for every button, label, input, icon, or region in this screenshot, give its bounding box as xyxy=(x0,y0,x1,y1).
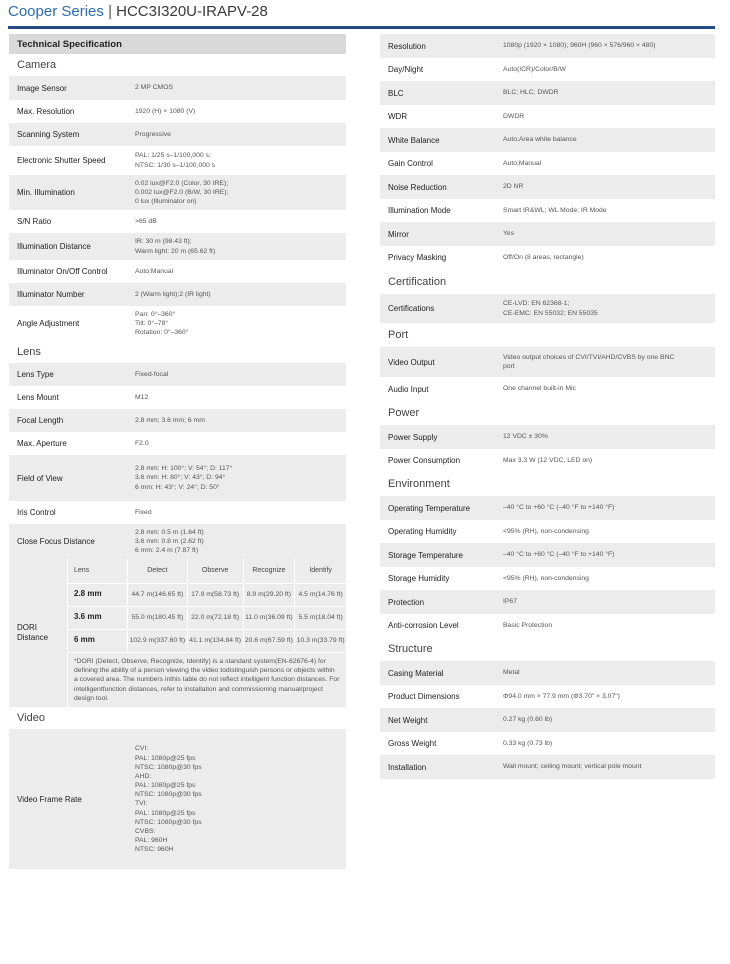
section-video: Video xyxy=(9,707,346,729)
spec-value xyxy=(129,100,346,123)
value-line: 3.6 mm: 0.8 m (2.62 ft) xyxy=(135,537,204,545)
value-line: IP67 xyxy=(503,598,517,606)
spec-value xyxy=(497,81,715,105)
value-line: (72.18 ft) xyxy=(211,613,240,621)
spec-row-power-supply xyxy=(380,425,715,449)
spec-row-net-weight xyxy=(380,708,715,732)
value-line: 2.8 mm: 0.5 m (1.64 ft) xyxy=(135,528,204,536)
value-line: this table do not reflect intelligent function distances. For intelligent xyxy=(74,676,340,693)
spec-label: Focal Length xyxy=(9,409,129,432)
spec-value xyxy=(497,590,715,614)
spec-row-min-illumination xyxy=(9,175,346,210)
spec-value xyxy=(129,123,346,146)
value-line: 2.8 mm: H: 100°; V: 54°; D: 117° xyxy=(135,465,233,473)
dori-lens: 2.8 mm xyxy=(68,583,128,606)
dori-footnote xyxy=(67,653,346,708)
spec-value xyxy=(129,76,346,100)
dori-row xyxy=(68,606,347,629)
lens-table xyxy=(9,363,346,559)
value-line: 102.9 m xyxy=(129,636,155,644)
spec-label: BLC xyxy=(380,81,497,105)
value-line: 41.1 m xyxy=(189,636,211,644)
spec-label: Illumination Distance xyxy=(9,233,129,260)
value-line: 10.3 m xyxy=(296,636,318,644)
spec-row-video-frame-rate xyxy=(9,729,346,869)
spec-label: Field of View xyxy=(9,455,129,501)
value-line: distinguish persons or objects within a covered area. The numbers in xyxy=(74,666,335,684)
spec-label: Day/Night xyxy=(388,65,424,74)
spec-label: Certifications xyxy=(380,294,497,323)
spec-value xyxy=(129,260,346,283)
spec-label: Lens Type xyxy=(9,363,129,386)
value-line: 22.0 m xyxy=(191,613,212,621)
spec-label: Illumination Mode xyxy=(388,206,451,215)
structure-table xyxy=(380,661,715,779)
spec-value xyxy=(497,543,715,567)
spec-value xyxy=(497,685,715,708)
value-line: 2 MP CMOS xyxy=(135,84,174,92)
value-line: project design tool. xyxy=(74,685,323,702)
spec-label: Scanning System xyxy=(9,123,129,146)
dori-cell xyxy=(295,606,346,629)
spec-row-product-dimensions xyxy=(380,685,715,708)
value-line: 0.27 kg (0.60 lb) xyxy=(503,716,553,724)
value-line: 2 (Warm light);2 (IR light) xyxy=(135,290,211,298)
value-line: TVI: xyxy=(135,800,148,808)
spec-value xyxy=(497,58,715,81)
spec-label: Min. Illumination xyxy=(9,175,129,210)
value-line: Progressive xyxy=(135,130,171,138)
spec-value xyxy=(497,347,715,377)
value-line: PAL: 1080p@25 fps xyxy=(135,782,196,790)
spec-row-privacy-masking xyxy=(380,246,715,269)
spec-value xyxy=(497,496,715,520)
spec-label: Illuminator Number xyxy=(9,283,129,306)
value-line: 8.9 m xyxy=(246,590,264,598)
value-line: 3.6 mm: H: 80°; V: 43°; D: 94° xyxy=(135,474,226,482)
spec-label: Max. Aperture xyxy=(17,439,67,448)
section-lens: Lens xyxy=(9,341,346,363)
spec-row-s-n-ratio xyxy=(9,210,346,233)
value-line: Auto;Manual xyxy=(135,267,174,275)
value-line: Fixed xyxy=(135,508,152,516)
spec-label: Gross Weight xyxy=(388,739,437,748)
dori-cell xyxy=(187,629,243,652)
dori-cell xyxy=(128,583,188,606)
value-line: Auto(ICR)/Color/B/W xyxy=(503,65,567,73)
spec-value xyxy=(129,363,346,386)
spec-label: Net Weight xyxy=(380,708,497,732)
value-line: F2.0 xyxy=(135,439,149,447)
value-line: 6 mm: 2.4 m (7.87 ft) xyxy=(135,547,199,555)
value-line: 0.33 kg (0.73 lb) xyxy=(503,739,553,747)
spec-label: Mirror xyxy=(380,222,497,246)
value-line: NTSC: 1080p@30 fps xyxy=(135,818,202,826)
value-line: 1080p (1920 × 1080); 960H (960 × 576/960 × 480) xyxy=(503,42,656,50)
spec-label: Operating Humidity xyxy=(388,527,457,536)
value-line: Φ94.0 mm × 77.9 mm (Φ3.70" × 3.07") xyxy=(503,692,620,700)
value-line: port xyxy=(503,363,515,370)
spec-label: Illuminator On/Off Control xyxy=(17,267,108,276)
spec-label: Installation xyxy=(380,755,497,779)
spec-row-max-aperture xyxy=(9,432,346,455)
certification-table xyxy=(380,294,715,323)
spec-value xyxy=(129,455,346,501)
value-line: 0 lux (Illuminator on) xyxy=(135,198,197,206)
spec-row-operating-temperature xyxy=(380,496,715,520)
spec-row-storage-humidity xyxy=(380,567,715,590)
series-name: Cooper Series xyxy=(8,3,104,20)
dori-column-header: Lens xyxy=(68,559,128,583)
power-table xyxy=(380,425,715,472)
spec-value xyxy=(129,386,346,409)
dori-cell xyxy=(243,583,295,606)
spec-row-iris-control xyxy=(9,501,346,524)
value-line: 20.6 m xyxy=(244,636,266,644)
spec-row-power-consumption xyxy=(380,449,715,472)
spec-row-white-balance xyxy=(380,128,715,152)
left-column xyxy=(9,34,346,869)
value-line: Auto;Area white balance xyxy=(503,136,577,144)
value-line: DWDR xyxy=(503,112,525,120)
value-line: CE-LVD: EN 62368-1; xyxy=(503,300,570,308)
value-line: 17.9 m xyxy=(191,590,212,598)
spec-row-installation xyxy=(380,755,715,779)
value-line: BLC; HLC; DWDR xyxy=(503,89,559,97)
spec-label: Anti-corrosion Level xyxy=(388,621,459,630)
value-line: NTSC: 1080p@30 fps xyxy=(135,791,202,799)
spec-row-angle-adjustment xyxy=(9,306,346,341)
dori-column-header: Observe xyxy=(187,559,243,583)
value-line: M12 xyxy=(135,393,149,401)
spec-value xyxy=(129,146,346,175)
dori-table xyxy=(67,559,346,653)
dori-cell xyxy=(128,629,188,652)
spec-label: Casing Material xyxy=(380,661,497,685)
spec-label: Storage Temperature xyxy=(380,543,497,567)
spec-row-mirror xyxy=(380,222,715,246)
value-line: NTSC: 1080p@30 fps xyxy=(135,763,202,771)
value-line: Max 3.3 W (12 VDC, LED on) xyxy=(503,456,593,464)
spec-label: Electronic Shutter Speed xyxy=(17,156,106,165)
spec-row-storage-temperature xyxy=(380,543,715,567)
spec-row-max-resolution xyxy=(9,100,346,123)
value-line: (146.65 ft) xyxy=(152,590,184,598)
spec-label: Product Dimensions xyxy=(388,692,460,701)
spec-value xyxy=(497,661,715,685)
spec-label: Image Sensor xyxy=(9,76,129,100)
spec-label: Gain Control xyxy=(388,159,433,168)
spec-value xyxy=(497,567,715,590)
value-line: 6 mm: H: 43°; V: 24°; D: 50° xyxy=(135,483,220,491)
value-line: Off/On (8 areas, rectangle) xyxy=(503,253,584,261)
camera-table xyxy=(9,76,346,341)
spec-label: Max. Resolution xyxy=(17,107,75,116)
value-line: <95% (RH), non-condensing xyxy=(503,527,589,535)
spec-label: WDR xyxy=(388,112,408,121)
value-line: PAL: 1080p@25 fps xyxy=(135,754,196,762)
spec-value xyxy=(497,128,715,152)
value-line: Basic Protection xyxy=(503,621,553,629)
spec-row-illumination-mode xyxy=(380,199,715,222)
spec-row-focal-length xyxy=(9,409,346,432)
value-line: Warm light: 20 m (65.62 ft) xyxy=(135,247,216,255)
section-power: Power xyxy=(380,401,715,425)
spec-label: White Balance xyxy=(380,128,497,152)
spec-value xyxy=(497,294,715,323)
value-line: PAL: 1080p@25 fps xyxy=(135,809,196,817)
value-line: Rotation: 0°–360° xyxy=(135,329,189,337)
value-line: One channel built-in Mic xyxy=(503,385,576,393)
value-line: (337.60 ft) xyxy=(154,636,186,644)
value-line: Metal xyxy=(503,669,520,677)
value-line: (134.84 ft) xyxy=(210,636,241,644)
spec-row-certifications xyxy=(380,294,715,323)
value-line: AHD: xyxy=(135,772,152,780)
spec-row-illumination-distance xyxy=(9,233,346,260)
document-title xyxy=(8,3,268,20)
spec-value xyxy=(497,246,715,269)
spec-label: Iris Control xyxy=(17,508,56,517)
value-line: 1920 (H) × 1080 (V) xyxy=(135,107,196,115)
right-column xyxy=(380,34,715,779)
spec-value xyxy=(497,377,715,401)
value-line: (18.04 ft) xyxy=(315,613,343,621)
value-line: Auto;Manual xyxy=(503,159,542,167)
value-line: (29.20 ft) xyxy=(263,590,291,598)
spec-value xyxy=(129,432,346,455)
section-structure: Structure xyxy=(380,637,715,661)
spec-label: Storage Humidity xyxy=(388,574,450,583)
value-line: >65 dB xyxy=(135,217,157,225)
dori-header-row xyxy=(68,559,347,583)
video-settings-table xyxy=(380,34,715,269)
spec-row-operating-humidity xyxy=(380,520,715,543)
dori-cell xyxy=(187,583,243,606)
value-line: 0.02 lux@F2.0 (Color, 30 IRE); xyxy=(135,179,229,187)
value-line: Video output choices of CVI/TVI/AHD/CVBS by one BNC xyxy=(503,353,675,361)
spec-row-protection xyxy=(380,590,715,614)
dori-lens: 6 mm xyxy=(68,629,128,652)
value-line: <95% (RH), non-condensing xyxy=(503,574,589,582)
dori-cell xyxy=(295,583,346,606)
value-line: (67.59 ft) xyxy=(265,636,293,644)
value-line: (36.09 ft) xyxy=(265,613,293,621)
dori-cell xyxy=(128,606,188,629)
value-line: Yes xyxy=(503,230,515,238)
spec-label: Resolution xyxy=(380,34,497,58)
value-line: *DORI (Detect, Observe, Recognize, Identify) is a standard system xyxy=(74,657,275,665)
spec-row-anti-corrosion-level xyxy=(380,614,715,637)
spec-value xyxy=(497,152,715,175)
spec-row-gross-weight xyxy=(380,732,715,755)
spec-value xyxy=(497,199,715,222)
section-camera: Camera xyxy=(9,54,346,76)
dori-row xyxy=(68,583,347,606)
value-line: IR: 30 m (98.43 ft); xyxy=(135,238,192,246)
spec-value xyxy=(497,425,715,449)
value-line: 4.5 m xyxy=(298,590,316,598)
value-line: 0.002 lux@F2.0 (B/W, 30 IRE); xyxy=(135,188,229,196)
spec-row-wdr xyxy=(380,105,715,128)
model-number: HCC3I320U-IRAPV-28 xyxy=(116,3,268,20)
value-line: (58.73 ft) xyxy=(211,590,240,598)
dori-lens: 3.6 mm xyxy=(68,606,128,629)
dori-cell xyxy=(243,629,295,652)
spec-value xyxy=(497,755,715,779)
value-line: 55.0 m xyxy=(131,613,153,621)
dori-column-header: Recognize xyxy=(243,559,295,583)
spec-label: S/N Ratio xyxy=(17,217,52,226)
value-line: (180.45 ft) xyxy=(152,613,184,621)
value-line: (14.76 ft) xyxy=(315,590,343,598)
value-line: 5.5 m xyxy=(298,613,316,621)
dori-block xyxy=(9,559,346,707)
spec-value xyxy=(129,409,346,432)
spec-row-gain-control xyxy=(380,152,715,175)
spec-value xyxy=(129,729,346,869)
value-line: Tilt: 0°–78° xyxy=(135,319,169,327)
spec-row-illuminator-on-off-control xyxy=(9,260,346,283)
spec-label: Power Supply xyxy=(380,425,497,449)
spec-value xyxy=(129,175,346,210)
dori-cell xyxy=(187,606,243,629)
value-line: PAL: 960H xyxy=(135,837,168,845)
environment-table xyxy=(380,496,715,637)
dori-column-header: Identify xyxy=(295,559,346,583)
spec-label: Protection xyxy=(380,590,497,614)
spec-row-electronic-shutter-speed xyxy=(9,146,346,175)
header-rule xyxy=(8,26,715,29)
spec-row-lens-type xyxy=(9,363,346,386)
dori-cell xyxy=(295,629,346,652)
spec-value xyxy=(129,501,346,524)
spec-row-lens-mount xyxy=(9,386,346,409)
section-port: Port xyxy=(380,323,715,347)
spec-value xyxy=(497,732,715,755)
dori-row xyxy=(68,629,347,652)
spec-value xyxy=(497,708,715,732)
value-line: 2D NR xyxy=(503,183,524,191)
spec-label: Close Focus Distance xyxy=(9,524,129,559)
spec-value xyxy=(129,524,346,559)
spec-label: Video Output xyxy=(380,347,497,377)
spec-row-video-output xyxy=(380,347,715,377)
title-separator: | xyxy=(108,3,112,20)
spec-label: Lens Mount xyxy=(17,393,59,402)
spec-value xyxy=(497,34,715,58)
value-line: CE-EMC: EN 55032; EN 55035 xyxy=(503,309,598,317)
spec-value xyxy=(129,210,346,233)
value-line: PAL: 1/25 s–1/100,000 s; xyxy=(135,152,211,160)
spec-label: Video Frame Rate xyxy=(9,729,129,869)
value-line: –40 °C to +60 °C (–40 °F to +140 °F) xyxy=(503,504,615,512)
spec-row-day-night xyxy=(380,58,715,81)
value-line: NTSC: 1/30 s–1/100,000 s xyxy=(135,161,216,169)
spec-value xyxy=(497,105,715,128)
value-line: 12 VDC ± 30% xyxy=(503,433,548,441)
value-line: CVI: xyxy=(135,745,149,753)
value-line: –40 °C to +60 °C (–40 °F to +140 °F) xyxy=(503,551,615,559)
spec-row-resolution xyxy=(380,34,715,58)
spec-table-header: Technical Specification xyxy=(9,34,346,54)
spec-row-scanning-system xyxy=(9,123,346,146)
value-line: 2.8 mm; 3.6 mm; 6 mm xyxy=(135,416,205,424)
spec-row-illuminator-number xyxy=(9,283,346,306)
spec-label: Privacy Masking xyxy=(388,253,447,262)
section-certification: Certification xyxy=(380,269,715,294)
spec-label: Audio Input xyxy=(388,384,429,394)
spec-row-field-of-view xyxy=(9,455,346,501)
spec-row-image-sensor xyxy=(9,76,346,100)
spec-value xyxy=(497,614,715,637)
value-line: NTSC: 960H xyxy=(135,846,174,854)
spec-label: Noise Reduction xyxy=(380,175,497,199)
spec-value xyxy=(129,306,346,341)
spec-row-noise-reduction xyxy=(380,175,715,199)
dori-cell xyxy=(243,606,295,629)
spec-value xyxy=(129,233,346,260)
value-line: Pan: 0°–360° xyxy=(135,310,176,318)
spec-label: Power Consumption xyxy=(388,456,461,465)
spec-value xyxy=(497,449,715,472)
spec-value xyxy=(497,175,715,199)
value-line: Smart IR&WL; WL Mode; IR Mode xyxy=(503,206,607,214)
spec-row-casing-material xyxy=(380,661,715,685)
dori-label: DORI Distance xyxy=(17,622,49,643)
spec-row-close-focus-distance xyxy=(9,524,346,559)
section-environment: Environment xyxy=(380,472,715,496)
spec-label: Operating Temperature xyxy=(380,496,497,520)
value-line: Wall mount; ceiling mount; vertical pole mount xyxy=(503,763,642,771)
value-line: (EN-62676-4) for defining the ability of a person viewing the video to xyxy=(74,657,326,674)
spec-value xyxy=(497,520,715,543)
value-line: 44.7 m xyxy=(131,590,153,598)
value-line: function distances, refer to installation and commissioning manual/ xyxy=(102,685,303,693)
port-table xyxy=(380,347,715,401)
spec-row-audio-input xyxy=(380,377,715,401)
value-line: (33.79 ft) xyxy=(317,636,345,644)
value-line: 11.0 m xyxy=(245,613,266,621)
value-line: Fixed-focal xyxy=(135,370,169,378)
dori-column-header: Detect xyxy=(128,559,188,583)
spec-label: Angle Adjustment xyxy=(17,319,80,328)
value-line: CVBS: xyxy=(135,827,156,835)
spec-value xyxy=(497,222,715,246)
spec-row-blc xyxy=(380,81,715,105)
spec-value xyxy=(129,283,346,306)
